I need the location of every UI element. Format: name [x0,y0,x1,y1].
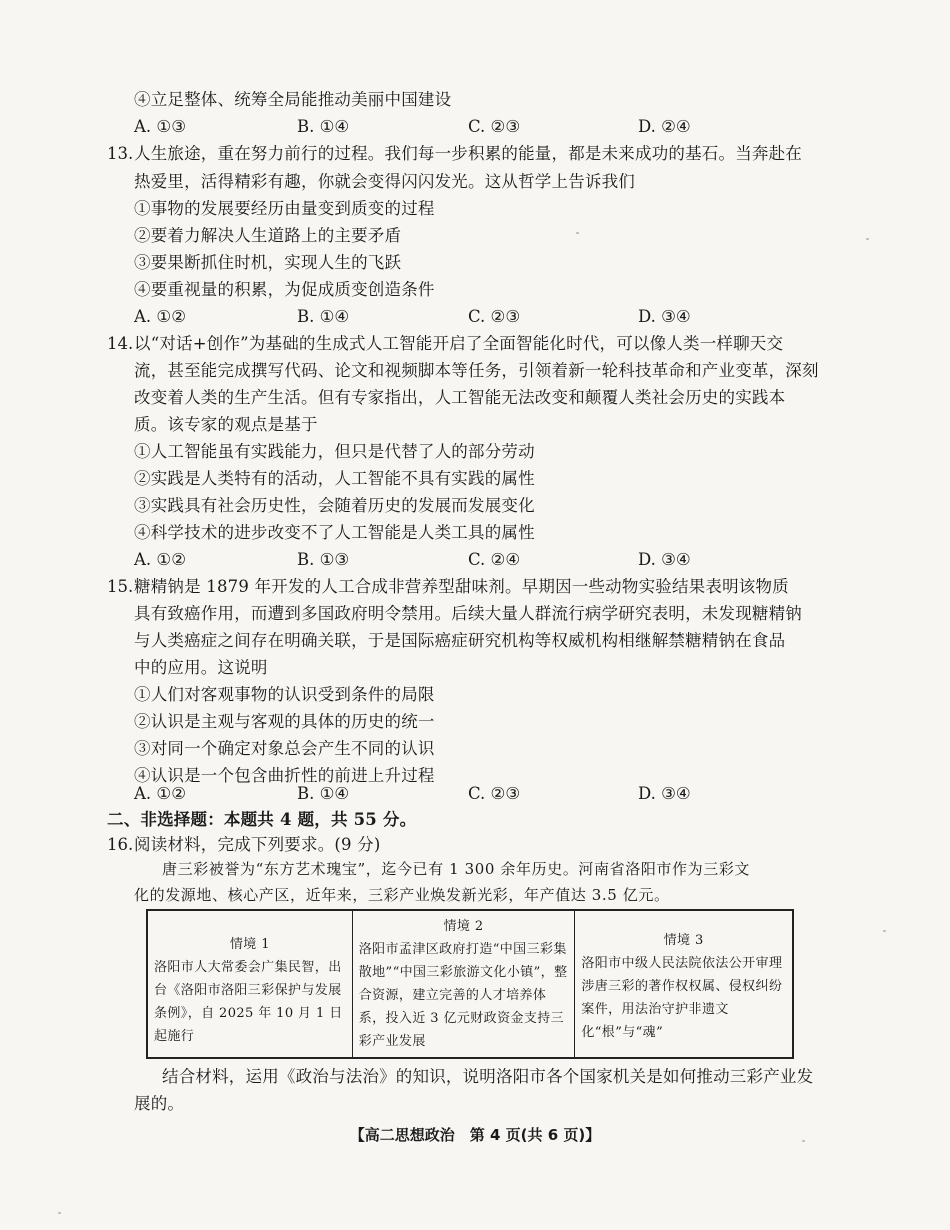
q13-option-a: A. ①② [134,307,186,326]
q13-option-b: B. ①④ [297,307,350,326]
q12-option-c: C. ②③ [468,117,521,136]
q15-option-c: C. ②③ [468,784,521,803]
q12-option-b: B. ①④ [297,117,350,136]
q16-number: 16. [107,835,134,854]
q16-question-line-1: 结合材料，运用《政治与法治》的知识，说明洛阳市各个国家机关是如何推动三彩产业发 [162,1067,814,1086]
q14-stem-line-2: 流，甚至能完成撰写代码、论文和视频脚本等任务，引领着新一轮科技革命和产业变革，深刻 [134,361,819,380]
scenario-cell-1 [148,911,352,1057]
q14-option-c: C. ②④ [468,550,521,569]
q14-option-a: A. ①② [134,550,186,569]
q14-stem-line-4: 质。该专家的观点是基于 [134,415,318,434]
q13-item-2: ②要着力解决人生道路上的主要矛盾 [134,226,402,245]
q13-item-4: ④要重视量的积累，为促成质变创造条件 [134,280,435,299]
section-2-heading: 二、非选择题：本题共 4 题，共 55 分。 [107,810,417,829]
scenario-cell-2 [352,911,575,1057]
q15-item-2: ②认识是主观与客观的具体的历史的统一 [134,712,435,731]
q15-option-b: B. ①④ [297,784,350,803]
q13-option-d: D. ③④ [638,307,691,326]
scan-speck [58,1212,61,1214]
q14-stem-line-1: 以“对话+创作”为基础的生成式人工智能开启了全面智能化时代，可以像人类一样聊天交 [134,334,784,353]
q15-stem-line-1: 糖精钠是 1879 年开发的人工合成非营养型甜味剂。早期因一些动物实验结果表明该物质 [134,577,789,596]
q15-item-1: ①人们对客观事物的认识受到条件的局限 [134,685,435,704]
scenario-1-text: 洛阳市人大常委会广集民智，出台《洛阳市洛阳三彩保护与发展条例》，自 2025 年 10 月 1 日起施行 [154,960,343,1044]
q16-question-line-2: 展的。 [134,1094,185,1113]
scan-speck [576,232,579,234]
q16-material-line-2: 化的发源地、核心产区，近年来，三彩产业焕发新光彩，年产值达 3.5 亿元。 [134,886,670,904]
q15-option-d: D. ③④ [638,784,691,803]
scenario-1-title: 情境 1 [229,937,270,952]
q15-stem-line-4: 中的应用。这说明 [134,658,268,677]
scenario-3-title: 情境 3 [663,933,704,948]
scan-speck [883,930,886,932]
q15-stem-line-3: 与人类癌症之间存在明确关联，于是国际癌症研究机构等权威机构相继解禁糖精钠在食品 [134,631,786,650]
q14-item-3: ③实践具有社会历史性，会随着历史的发展而发展变化 [134,496,535,515]
scenario-3-text: 洛阳市中级人民法院依法公开审理涉唐三彩的著作权权属、侵权纠纷案件，用法治守护非遗文化“根”与“魂” [581,956,783,1040]
q14-number: 14. [107,334,134,353]
q12-option-d: D. ②④ [638,117,691,136]
q14-stem-line-3: 改变着人类的生产生活。但有专家指出，人工智能无法改变和颠覆人类社会历史的实践本 [134,388,786,407]
q14-item-4: ④科学技术的进步改变不了人工智能是人类工具的属性 [134,523,535,542]
scenario-cell-3 [574,911,792,1057]
scan-speck [866,238,869,240]
q13-stem-line-2: 热爱里，活得精彩有趣，你就会变得闪闪发光。这从哲学上告诉我们 [134,172,635,191]
q15-item-4: ④认识是一个包含曲折性的前进上升过程 [134,766,435,785]
q14-item-2: ②实践是人类特有的活动，人工智能不具有实践的属性 [134,469,535,488]
q13-item-3: ③要果断抓住时机，实现人生的飞跃 [134,253,402,272]
q13-option-c: C. ②③ [468,307,521,326]
q16-stem: 阅读材料，完成下列要求。(9 分) [134,835,381,854]
q15-number: 15. [107,577,134,596]
q14-item-1: ①人工智能虽有实践能力，但只是代替了人的部分劳动 [134,442,535,461]
scenario-table [146,909,794,1059]
q12-item-4: ④立足整体、统筹全局能推动美丽中国建设 [134,90,452,109]
q15-item-3: ③对同一个确定对象总会产生不同的认识 [134,739,435,758]
scenario-2-title: 情境 2 [443,919,484,934]
scan-speck [802,1140,805,1142]
page-footer: 【高二思想政治 第 4 页(共 6 页)】 [349,1126,601,1144]
q14-option-d: D. ③④ [638,550,691,569]
q13-item-1: ①事物的发展要经历由量变到质变的过程 [134,199,435,218]
q16-material-line-1: 唐三彩被誉为“东方艺术瑰宝”，迄今已有 1 300 余年历史。河南省洛阳市作为三彩文 [162,860,751,878]
q12-option-a: A. ①③ [134,117,186,136]
q13-stem-line-1: 人生旅途，重在努力前行的过程。我们每一步积累的能量，都是未来成功的基石。当奔赴在 [134,144,802,163]
q15-stem-line-2: 具有致癌作用，而遭到多国政府明令禁用。后续大量人群流行病学研究表明，未发现糖精钠 [134,604,802,623]
q14-option-b: B. ①③ [297,550,350,569]
scenario-2-text: 洛阳市孟津区政府打造“中国三彩集散地”“中国三彩旅游文化小镇”，整合资源，建立完善的人才培养体系，投入近 3 亿元财政资金支持三彩产业发展 [358,942,568,1049]
q13-number: 13. [107,144,134,163]
q15-option-a: A. ①② [134,784,186,803]
